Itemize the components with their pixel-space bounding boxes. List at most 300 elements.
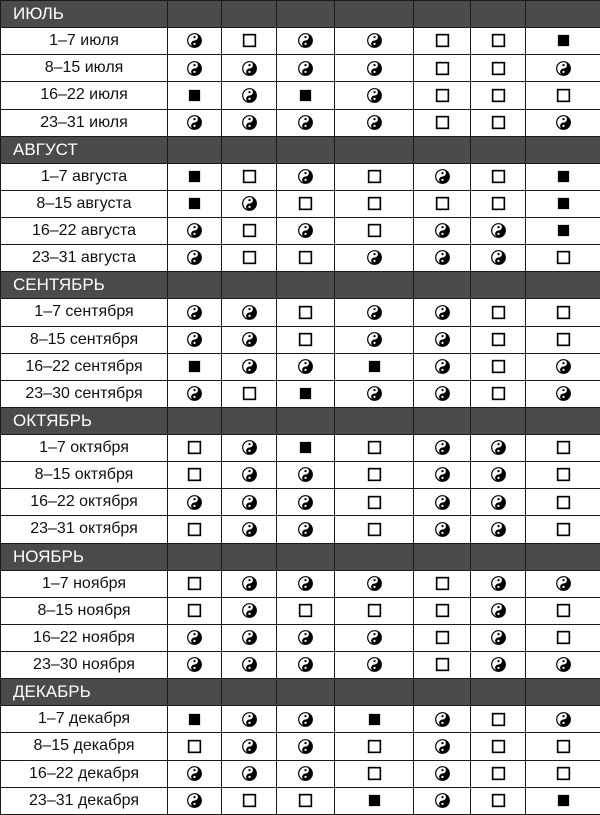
symbol-cell xyxy=(414,760,471,787)
table-row xyxy=(1,760,600,787)
empty-square-icon xyxy=(491,712,506,727)
symbol-cell xyxy=(335,706,414,733)
symbol-cell xyxy=(471,218,526,245)
empty-square-icon xyxy=(556,440,571,455)
symbol-cell xyxy=(168,163,222,190)
symbol-cell xyxy=(168,597,222,624)
symbol-cell xyxy=(222,624,277,651)
period-label: 1–7 октября xyxy=(1,435,168,462)
period-label: 23–31 октября xyxy=(1,516,168,543)
symbol-cell xyxy=(168,652,222,679)
symbol-cell xyxy=(277,380,335,407)
symbol-cell xyxy=(414,462,471,489)
symbol-cell xyxy=(414,787,471,814)
yin-yang-icon xyxy=(367,61,382,76)
yin-yang-icon xyxy=(242,115,257,130)
symbol-cell xyxy=(168,245,222,272)
symbol-cell xyxy=(526,55,600,82)
symbol-cell xyxy=(414,28,471,55)
month-header-row xyxy=(1,272,600,299)
empty-square-icon xyxy=(491,739,506,754)
yin-yang-icon xyxy=(298,495,313,510)
symbol-cell xyxy=(222,218,277,245)
table-row xyxy=(1,733,600,760)
table-row xyxy=(1,218,600,245)
period-label: 1–7 сентября xyxy=(1,299,168,326)
symbol-cell xyxy=(222,55,277,82)
table-row xyxy=(1,326,600,353)
empty-square-icon xyxy=(491,332,506,347)
symbol-cell xyxy=(277,435,335,462)
symbol-cell xyxy=(277,28,335,55)
filled-square-icon xyxy=(187,169,202,184)
symbol-cell xyxy=(526,706,600,733)
table-row xyxy=(1,82,600,109)
yin-yang-icon xyxy=(298,657,313,672)
header-cell xyxy=(414,136,471,163)
header-cell xyxy=(222,543,277,570)
symbol-cell xyxy=(471,489,526,516)
month-header-row xyxy=(1,543,600,570)
header-cell xyxy=(335,1,414,28)
yin-yang-icon xyxy=(298,739,313,754)
empty-square-icon xyxy=(367,169,382,184)
symbol-cell xyxy=(168,624,222,651)
symbol-cell xyxy=(277,299,335,326)
symbol-cell xyxy=(414,55,471,82)
yin-yang-icon xyxy=(298,766,313,781)
header-cell xyxy=(471,679,526,706)
symbol-cell xyxy=(471,82,526,109)
symbol-cell xyxy=(471,380,526,407)
month-title: ДЕКАБРЬ xyxy=(1,679,168,706)
symbol-cell xyxy=(414,516,471,543)
symbol-cell xyxy=(222,326,277,353)
symbol-cell xyxy=(335,462,414,489)
symbol-cell xyxy=(168,299,222,326)
yin-yang-icon xyxy=(242,630,257,645)
symbol-cell xyxy=(526,299,600,326)
yin-yang-icon xyxy=(435,495,450,510)
symbol-cell xyxy=(526,489,600,516)
symbol-cell xyxy=(222,245,277,272)
table-row xyxy=(1,245,600,272)
empty-square-icon xyxy=(298,793,313,808)
period-label: 16–22 октября xyxy=(1,489,168,516)
empty-square-icon xyxy=(491,793,506,808)
empty-square-icon xyxy=(435,196,450,211)
symbol-cell xyxy=(471,55,526,82)
symbol-cell xyxy=(335,163,414,190)
yin-yang-icon xyxy=(556,61,571,76)
yin-yang-icon xyxy=(242,61,257,76)
month-header-row xyxy=(1,679,600,706)
symbol-cell xyxy=(526,570,600,597)
yin-yang-icon xyxy=(491,657,506,672)
symbol-cell xyxy=(526,82,600,109)
filled-square-icon xyxy=(187,196,202,211)
symbol-cell xyxy=(526,353,600,380)
header-cell xyxy=(168,136,222,163)
symbol-cell xyxy=(414,733,471,760)
header-cell xyxy=(222,679,277,706)
symbol-cell xyxy=(526,760,600,787)
yin-yang-icon xyxy=(242,467,257,482)
symbol-cell xyxy=(222,760,277,787)
empty-square-icon xyxy=(367,196,382,211)
symbol-cell xyxy=(414,435,471,462)
symbol-cell xyxy=(335,787,414,814)
symbol-cell xyxy=(277,462,335,489)
period-label: 8–15 ноября xyxy=(1,597,168,624)
filled-square-icon xyxy=(556,793,571,808)
symbol-cell xyxy=(471,299,526,326)
yin-yang-icon xyxy=(556,115,571,130)
period-label: 8–15 июля xyxy=(1,55,168,82)
period-label: 23–30 сентября xyxy=(1,380,168,407)
empty-square-icon xyxy=(435,115,450,130)
symbol-cell xyxy=(168,353,222,380)
symbol-cell xyxy=(168,218,222,245)
symbol-cell xyxy=(168,489,222,516)
empty-square-icon xyxy=(242,169,257,184)
yin-yang-icon xyxy=(187,61,202,76)
empty-square-icon xyxy=(367,522,382,537)
symbol-cell xyxy=(414,326,471,353)
header-cell xyxy=(414,1,471,28)
yin-yang-icon xyxy=(367,630,382,645)
table-row xyxy=(1,706,600,733)
header-cell xyxy=(168,543,222,570)
period-label: 1–7 июля xyxy=(1,28,168,55)
yin-yang-icon xyxy=(187,223,202,238)
symbol-cell xyxy=(222,787,277,814)
header-cell xyxy=(277,272,335,299)
header-cell xyxy=(471,272,526,299)
yin-yang-icon xyxy=(435,793,450,808)
header-cell xyxy=(526,136,600,163)
empty-square-icon xyxy=(556,88,571,103)
yin-yang-icon xyxy=(298,576,313,591)
yin-yang-icon xyxy=(435,332,450,347)
symbol-cell xyxy=(277,597,335,624)
symbol-cell xyxy=(168,190,222,217)
yin-yang-icon xyxy=(367,305,382,320)
symbol-cell xyxy=(222,489,277,516)
period-label: 16–22 декабря xyxy=(1,760,168,787)
symbol-cell xyxy=(222,299,277,326)
symbol-cell xyxy=(526,218,600,245)
header-cell xyxy=(414,543,471,570)
header-cell xyxy=(471,1,526,28)
symbol-cell xyxy=(414,163,471,190)
header-cell xyxy=(526,679,600,706)
empty-square-icon xyxy=(367,223,382,238)
symbol-cell xyxy=(335,597,414,624)
yin-yang-icon xyxy=(435,712,450,727)
yin-yang-icon xyxy=(242,495,257,510)
yin-yang-icon xyxy=(242,657,257,672)
empty-square-icon xyxy=(491,386,506,401)
empty-square-icon xyxy=(556,739,571,754)
symbol-cell xyxy=(168,706,222,733)
symbol-cell xyxy=(335,109,414,136)
empty-square-icon xyxy=(187,467,202,482)
symbol-cell xyxy=(277,109,335,136)
table-row xyxy=(1,652,600,679)
empty-square-icon xyxy=(367,440,382,455)
symbol-cell xyxy=(526,245,600,272)
symbol-cell xyxy=(168,326,222,353)
empty-square-icon xyxy=(491,61,506,76)
month-title: ИЮЛЬ xyxy=(1,1,168,28)
header-cell xyxy=(277,1,335,28)
header-cell xyxy=(168,679,222,706)
table-row xyxy=(1,597,600,624)
empty-square-icon xyxy=(298,305,313,320)
symbol-cell xyxy=(335,28,414,55)
header-cell xyxy=(277,407,335,434)
symbol-cell xyxy=(277,163,335,190)
yin-yang-icon xyxy=(242,522,257,537)
symbol-cell xyxy=(277,82,335,109)
symbol-cell xyxy=(168,787,222,814)
header-cell xyxy=(526,1,600,28)
symbol-cell xyxy=(471,435,526,462)
symbol-cell xyxy=(222,570,277,597)
header-cell xyxy=(526,407,600,434)
symbol-cell xyxy=(471,462,526,489)
yin-yang-icon xyxy=(491,522,506,537)
yin-yang-icon xyxy=(435,739,450,754)
symbol-cell xyxy=(222,706,277,733)
symbol-cell xyxy=(335,353,414,380)
header-cell xyxy=(222,407,277,434)
symbol-cell xyxy=(168,380,222,407)
empty-square-icon xyxy=(491,359,506,374)
header-cell xyxy=(335,543,414,570)
symbol-cell xyxy=(168,435,222,462)
empty-square-icon xyxy=(367,495,382,510)
empty-square-icon xyxy=(187,440,202,455)
yin-yang-icon xyxy=(298,712,313,727)
symbol-cell xyxy=(222,652,277,679)
empty-square-icon xyxy=(242,793,257,808)
table-row xyxy=(1,787,600,814)
empty-square-icon xyxy=(187,603,202,618)
symbol-cell xyxy=(277,55,335,82)
symbol-cell xyxy=(414,190,471,217)
symbol-cell xyxy=(168,82,222,109)
filled-square-icon xyxy=(556,223,571,238)
symbol-cell xyxy=(526,624,600,651)
month-title: ОКТЯБРЬ xyxy=(1,407,168,434)
symbol-cell xyxy=(471,624,526,651)
symbol-cell xyxy=(277,245,335,272)
header-cell xyxy=(168,407,222,434)
yin-yang-icon xyxy=(491,630,506,645)
yin-yang-icon xyxy=(556,576,571,591)
period-label: 16–22 ноября xyxy=(1,624,168,651)
empty-square-icon xyxy=(435,576,450,591)
symbol-cell xyxy=(526,163,600,190)
yin-yang-icon xyxy=(435,766,450,781)
month-title: АВГУСТ xyxy=(1,136,168,163)
table-row xyxy=(1,299,600,326)
yin-yang-icon xyxy=(491,495,506,510)
header-cell xyxy=(335,272,414,299)
symbol-cell xyxy=(277,787,335,814)
header-cell xyxy=(222,136,277,163)
empty-square-icon xyxy=(556,332,571,347)
yin-yang-icon xyxy=(491,250,506,265)
empty-square-icon xyxy=(556,766,571,781)
yin-yang-icon xyxy=(491,223,506,238)
empty-square-icon xyxy=(491,196,506,211)
symbol-cell xyxy=(335,55,414,82)
period-label: 8–15 октября xyxy=(1,462,168,489)
period-label: 23–31 июля xyxy=(1,109,168,136)
header-cell xyxy=(526,272,600,299)
header-cell xyxy=(335,407,414,434)
empty-square-icon xyxy=(435,630,450,645)
symbol-cell xyxy=(277,326,335,353)
empty-square-icon xyxy=(556,522,571,537)
symbol-cell xyxy=(414,299,471,326)
empty-square-icon xyxy=(367,467,382,482)
yin-yang-icon xyxy=(242,196,257,211)
header-cell xyxy=(335,136,414,163)
yin-yang-icon xyxy=(435,522,450,537)
symbol-cell xyxy=(471,353,526,380)
yin-yang-icon xyxy=(435,386,450,401)
yin-yang-icon xyxy=(242,603,257,618)
symbol-cell xyxy=(414,353,471,380)
filled-square-icon xyxy=(556,169,571,184)
empty-square-icon xyxy=(491,169,506,184)
symbol-cell xyxy=(471,597,526,624)
symbol-cell xyxy=(222,462,277,489)
header-cell xyxy=(277,543,335,570)
yin-yang-icon xyxy=(556,386,571,401)
symbol-cell xyxy=(168,462,222,489)
yin-yang-icon xyxy=(187,386,202,401)
empty-square-icon xyxy=(298,196,313,211)
yin-yang-icon xyxy=(491,603,506,618)
table-body xyxy=(1,1,600,815)
symbol-cell xyxy=(277,218,335,245)
period-label: 8–15 августа xyxy=(1,190,168,217)
yin-yang-icon xyxy=(242,440,257,455)
symbol-cell xyxy=(277,489,335,516)
symbol-cell xyxy=(471,652,526,679)
table-row xyxy=(1,435,600,462)
yin-yang-icon xyxy=(242,766,257,781)
symbol-cell xyxy=(168,28,222,55)
yin-yang-icon xyxy=(367,115,382,130)
header-cell xyxy=(277,679,335,706)
symbol-cell xyxy=(168,55,222,82)
filled-square-icon xyxy=(187,88,202,103)
table-row xyxy=(1,109,600,136)
symbol-cell xyxy=(335,380,414,407)
yin-yang-icon xyxy=(298,359,313,374)
header-cell xyxy=(277,136,335,163)
filled-square-icon xyxy=(556,196,571,211)
header-cell xyxy=(414,407,471,434)
filled-square-icon xyxy=(187,359,202,374)
symbol-cell xyxy=(471,190,526,217)
symbol-cell xyxy=(335,435,414,462)
symbol-cell xyxy=(222,163,277,190)
yin-yang-icon xyxy=(435,169,450,184)
empty-square-icon xyxy=(556,305,571,320)
symbol-cell xyxy=(526,109,600,136)
empty-square-icon xyxy=(242,33,257,48)
empty-square-icon xyxy=(491,305,506,320)
symbol-cell xyxy=(222,380,277,407)
yin-yang-icon xyxy=(435,440,450,455)
month-title: НОЯБРЬ xyxy=(1,543,168,570)
table-row xyxy=(1,570,600,597)
period-label: 16–22 июля xyxy=(1,82,168,109)
symbol-cell xyxy=(526,462,600,489)
symbol-cell xyxy=(277,516,335,543)
header-cell xyxy=(471,543,526,570)
empty-square-icon xyxy=(187,576,202,591)
period-label: 16–22 сентября xyxy=(1,353,168,380)
symbol-cell xyxy=(471,163,526,190)
month-title: СЕНТЯБРЬ xyxy=(1,272,168,299)
symbol-cell xyxy=(471,516,526,543)
yin-yang-icon xyxy=(187,250,202,265)
symbol-cell xyxy=(222,733,277,760)
symbol-cell xyxy=(526,652,600,679)
symbol-cell xyxy=(168,733,222,760)
empty-square-icon xyxy=(556,467,571,482)
symbol-cell xyxy=(471,733,526,760)
yin-yang-icon xyxy=(187,33,202,48)
symbol-cell xyxy=(335,245,414,272)
empty-square-icon xyxy=(187,739,202,754)
symbol-cell xyxy=(222,28,277,55)
symbol-cell xyxy=(222,435,277,462)
yin-yang-icon xyxy=(298,169,313,184)
empty-square-icon xyxy=(367,766,382,781)
header-cell xyxy=(168,1,222,28)
symbol-cell xyxy=(526,516,600,543)
period-label: 16–22 августа xyxy=(1,218,168,245)
symbol-cell xyxy=(222,82,277,109)
empty-square-icon xyxy=(367,739,382,754)
table-row xyxy=(1,516,600,543)
symbol-cell xyxy=(471,326,526,353)
symbol-cell xyxy=(471,706,526,733)
symbol-cell xyxy=(335,326,414,353)
symbol-cell xyxy=(277,570,335,597)
yin-yang-icon xyxy=(298,33,313,48)
header-cell xyxy=(222,272,277,299)
yin-yang-icon xyxy=(298,630,313,645)
month-header-row xyxy=(1,136,600,163)
period-label: 1–7 декабря xyxy=(1,706,168,733)
empty-square-icon xyxy=(367,603,382,618)
header-cell xyxy=(414,679,471,706)
yin-yang-icon xyxy=(298,61,313,76)
header-cell xyxy=(222,1,277,28)
empty-square-icon xyxy=(491,88,506,103)
period-label: 1–7 августа xyxy=(1,163,168,190)
